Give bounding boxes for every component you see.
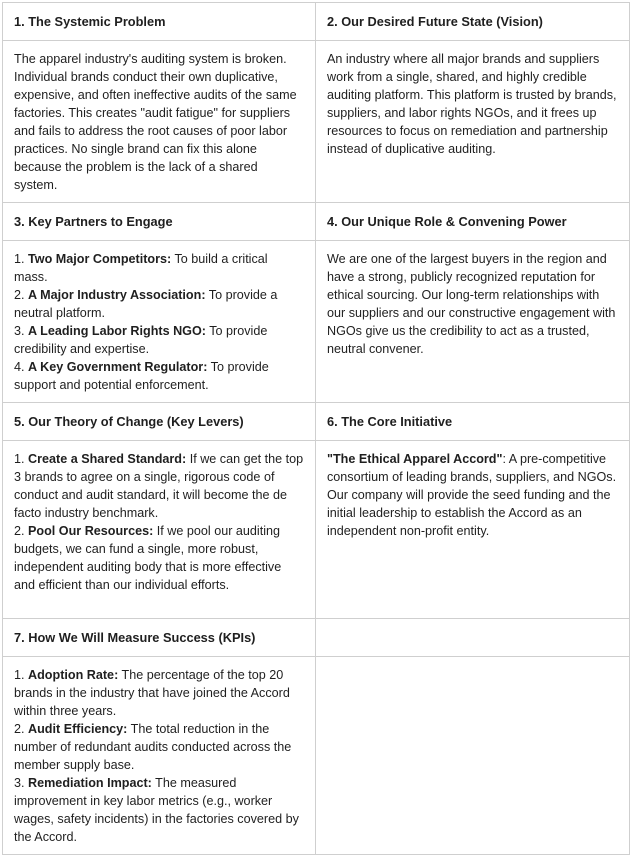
strategy-table (2, 2, 630, 855)
item-number: 3. (14, 324, 25, 338)
list-item (14, 358, 304, 394)
list-item (14, 522, 304, 594)
list-item (14, 286, 304, 322)
cell-body-theory-of-change (3, 441, 316, 619)
header-text: 1. The Systemic Problem (14, 14, 166, 29)
cell-header-vision (316, 3, 630, 41)
body-text: The apparel industry's auditing system is broken. Individual brands conduct their own duplicative, expensive, and often ineffective audits of the same factories. This creates "audit fatigue" for suppliers and fails to address the root causes of poor labor practices. No single brand can fix this alone because the problem is the lack of a shared system. (14, 52, 297, 192)
header-text: 5. Our Theory of Change (Key Levers) (14, 414, 244, 429)
item-label: A Major Industry Association: (28, 288, 206, 302)
cell-body-systemic-problem (3, 41, 316, 203)
list-item (14, 720, 304, 774)
table-row (3, 403, 630, 441)
item-text: To provide support and potential enforcement. (14, 360, 269, 392)
item-text: To build a critical mass. (14, 252, 268, 284)
cell-body-partners (3, 241, 316, 403)
body-text: We are one of the largest buyers in the region and have a strong, publicly recognized reputation for ethical sourcing. Our long-term relationships with our suppliers and our constructive engagement with NGOs give us the credibility to act as a trusted, neutral convener. (327, 252, 616, 356)
table-row (3, 619, 630, 657)
cell-body-vision (316, 41, 630, 203)
cell-header-theory-of-change (3, 403, 316, 441)
item-label: Two Major Competitors: (28, 252, 172, 266)
item-text: If we pool our auditing budgets, we can fund a single, more robust, independent auditing body that is more effective and efficient than our individual efforts. (14, 524, 282, 592)
list-item (14, 774, 304, 846)
initiative-text (327, 450, 618, 540)
item-number: 1. (14, 668, 25, 682)
item-text: The percentage of the top 20 brands in the industry that have joined the Accord within three years. (14, 668, 290, 718)
initiative-description: : A pre-competitive consortium of leading brands, suppliers, and NGOs. Our company will provide the seed funding and the initial leadership to establish the Accord as an independent non-profit entity. (327, 452, 617, 538)
cell-header-partners (3, 203, 316, 241)
list-item (14, 322, 304, 358)
item-label: Adoption Rate: (28, 668, 119, 682)
cell-body-core-initiative (316, 441, 630, 619)
item-text: If we can get the top 3 brands to agree on a single, rigorous code of conduct and audit standard, it will become the de facto industry benchmark. (14, 452, 304, 520)
item-text: To provide a neutral platform. (14, 288, 278, 320)
initiative-name: "The Ethical Apparel Accord" (327, 452, 503, 466)
table-row (3, 657, 630, 855)
header-text: 6. The Core Initiative (327, 414, 453, 429)
header-text: 4. Our Unique Role & Convening Power (327, 214, 567, 229)
list-item (14, 450, 304, 522)
item-label: Pool Our Resources: (28, 524, 154, 538)
cell-header-core-initiative (316, 403, 630, 441)
item-number: 2. (14, 288, 25, 302)
table-row (3, 3, 630, 41)
cell-header-role (316, 203, 630, 241)
cell-body-role (316, 241, 630, 403)
body-text: An industry where all major brands and suppliers work from a single, shared, and highly credible auditing platform. This platform is trusted by brands, suppliers, and labor rights NGOs, and it frees up resources to focus on remediation and partnership instead of duplicative auditing. (327, 52, 617, 156)
header-text: 2. Our Desired Future State (Vision) (327, 14, 543, 29)
item-label: Remediation Impact: (28, 776, 152, 790)
list-item (14, 666, 304, 720)
item-number: 2. (14, 524, 25, 538)
header-text: 7. How We Will Measure Success (KPIs) (14, 630, 256, 645)
header-text: 3. Key Partners to Engage (14, 214, 173, 229)
cell-header-systemic-problem (3, 3, 316, 41)
list-item (14, 250, 304, 286)
table-row (3, 441, 630, 619)
item-label: Create a Shared Standard: (28, 452, 187, 466)
table-row (3, 241, 630, 403)
table-row (3, 41, 630, 203)
cell-header-kpis (3, 619, 316, 657)
table-row (3, 203, 630, 241)
item-label: A Key Government Regulator: (28, 360, 208, 374)
item-number: 3. (14, 776, 25, 790)
item-number: 4. (14, 360, 25, 374)
item-text: To provide credibility and expertise. (14, 324, 268, 356)
cell-body-empty (316, 657, 630, 855)
item-number: 1. (14, 452, 25, 466)
cell-body-kpis (3, 657, 316, 855)
item-label: A Leading Labor Rights NGO: (28, 324, 206, 338)
item-number: 2. (14, 722, 25, 736)
cell-header-empty (316, 619, 630, 657)
item-text: The measured improvement in key labor metrics (e.g., worker wages, safety incidents) in the factories covered by the Accord. (14, 776, 299, 844)
item-label: Audit Efficiency: (28, 722, 128, 736)
item-text: The total reduction in the number of redundant audits conducted across the member supply base. (14, 722, 292, 772)
item-number: 1. (14, 252, 25, 266)
